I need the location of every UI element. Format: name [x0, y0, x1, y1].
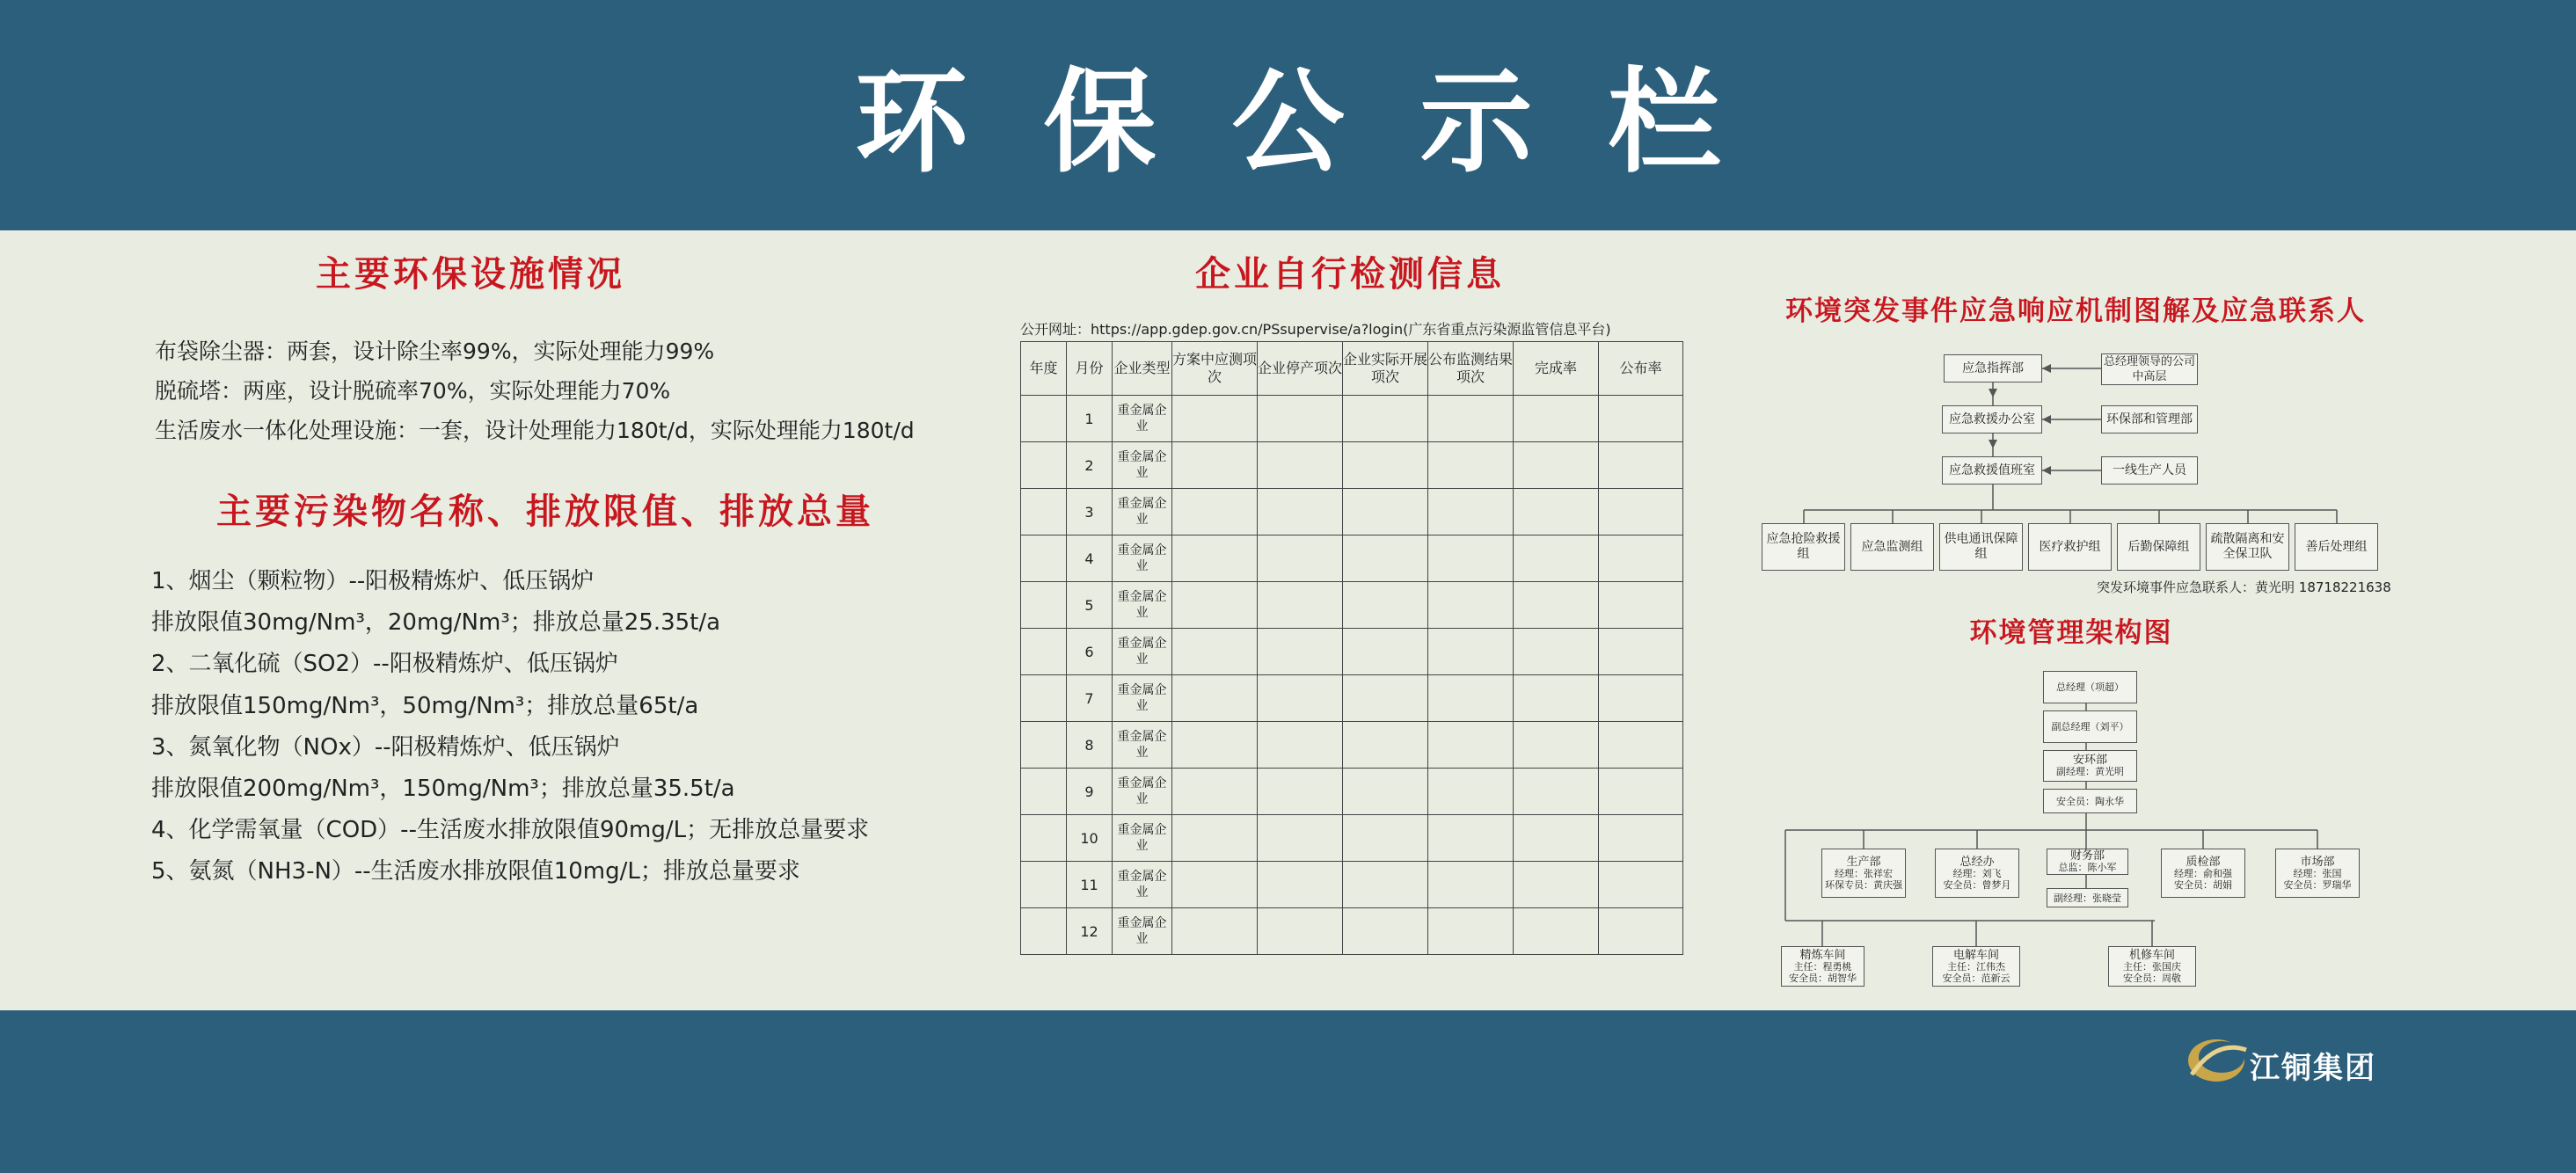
workshop-line: 主任：程勇桃	[1793, 960, 1852, 973]
monitoring-url: 公开网址：https://app.gdep.gov.cn/PSsupervise/a?login(广东省重点污染源监管信息平台)	[1020, 321, 1611, 338]
department-name: 总经办	[1959, 855, 1995, 869]
management-title: 环境管理架构图	[1969, 617, 2173, 649]
emergency-title: 环境突发事件应急响应机制图解及应急联系人	[1785, 295, 2366, 327]
deputy-gm-box: 副总经理（刘平）	[2043, 710, 2137, 743]
workshop-name: 精炼车间	[1799, 948, 1846, 962]
month-cell: 8	[1067, 722, 1113, 769]
department-line: 总监：陈小军	[2058, 862, 2117, 873]
table-header-cell: 月份	[1067, 342, 1113, 396]
table-header-cell: 公布监测结果项次	[1428, 342, 1514, 396]
gm-box: 总经理（项超）	[2043, 671, 2137, 703]
department-name: 财务部	[2069, 849, 2105, 863]
emergency-group-box: 医疗救护组	[2028, 523, 2112, 571]
department-line: 安全员：罗瑞华	[2283, 878, 2352, 891]
month-cell: 3	[1067, 489, 1113, 536]
enterprise-type-cell: 重金属企业	[1113, 582, 1172, 629]
pollutant-line: 3、氮氧化物（NOx）--阳极精炼炉、低压锅炉	[151, 733, 620, 761]
pollutant-line: 1、烟尘（颗粒物）--阳极精炼炉、低压锅炉	[151, 568, 595, 594]
table-header-cell: 企业类型	[1113, 342, 1172, 396]
table-header-cell: 方案中应测项次	[1172, 342, 1258, 396]
pollutant-line: 5、氨氮（NH3-N）--生活废水排放限值10mg/L；排放总量要求	[151, 858, 800, 885]
emergency-command-box: 应急指挥部	[1944, 354, 2042, 382]
table-header-cell: 年度	[1021, 342, 1067, 396]
pollutant-line: 排放限值150mg/Nm³，50mg/Nm³；排放总量65t/a	[151, 692, 699, 719]
department-line: 安全员：胡娟	[2174, 878, 2232, 891]
department-box	[1935, 849, 2019, 898]
department-box	[2275, 849, 2360, 898]
facility-item: 布袋除尘器：两套，设计除尘率99%，实际处理能力99%	[155, 339, 715, 364]
facility-item: 生活废水一体化处理设施：一套，设计处理能力180t/d，实际处理能力180t/d	[155, 418, 915, 443]
env-dept-box: 环保部和管理部	[2101, 405, 2198, 434]
pollutant-line: 排放限值200mg/Nm³，150mg/Nm³；排放总量35.5t/a	[151, 776, 735, 802]
department-line: 经理：刘飞	[1952, 867, 2002, 879]
department-line: 经理：俞和强	[2174, 867, 2232, 879]
department-name: 生产部	[1846, 855, 1881, 869]
department-box	[2047, 849, 2128, 875]
facility-item: 脱硫塔：两座，设计脱硫率70%，实际处理能力70%	[155, 378, 671, 404]
workshop-box	[2108, 946, 2196, 987]
table-header-cell: 完成率	[1514, 342, 1599, 396]
enterprise-type-cell: 重金属企业	[1113, 629, 1172, 675]
enterprise-type-cell: 重金属企业	[1113, 815, 1172, 862]
department-line: 经理：张祥宏	[1835, 867, 1893, 879]
workshop-line: 安全员：范新云	[1942, 972, 2010, 984]
department-box	[1821, 849, 1906, 898]
month-cell: 5	[1067, 582, 1113, 629]
workshop-line: 主任：江伟杰	[1947, 960, 2005, 973]
department-line: 经理：张国	[2293, 867, 2342, 879]
month-cell: 10	[1067, 815, 1113, 862]
enterprise-type-cell: 重金属企业	[1113, 536, 1172, 582]
department-line: 安全员：曾梦月	[1943, 878, 2011, 891]
enterprise-type-cell: 重金属企业	[1113, 722, 1172, 769]
month-cell: 2	[1067, 442, 1113, 489]
month-cell: 7	[1067, 675, 1113, 722]
emergency-group-box: 疏散隔离和安全保卫队	[2206, 523, 2289, 571]
enterprise-type-cell: 重金属企业	[1113, 442, 1172, 489]
leaders-box: 总经理领导的公司中高层	[2101, 353, 2198, 385]
emergency-group-box: 善后处理组	[2295, 523, 2378, 571]
safety-env-box: 安环部 副经理：黄光明	[2043, 750, 2137, 782]
enterprise-type-cell: 重金属企业	[1113, 769, 1172, 815]
table-header-cell: 公布率	[1599, 342, 1683, 396]
pollutant-line: 2、二氧化硫（SO2）--阳极精炼炉、低压锅炉	[151, 651, 618, 678]
month-cell: 11	[1067, 862, 1113, 908]
logo-text: 江铜集团	[2250, 1051, 2376, 1086]
emergency-group-box: 供电通讯保障组	[1939, 523, 2023, 571]
enterprise-type-cell: 重金属企业	[1113, 908, 1172, 955]
month-cell: 12	[1067, 908, 1113, 955]
table-header-cell: 企业实际开展项次	[1343, 342, 1428, 396]
workshop-name: 机修车间	[2128, 948, 2175, 962]
frontline-box: 一线生产人员	[2101, 456, 2198, 484]
department-box	[2161, 849, 2245, 898]
table-header-cell: 企业停产项次	[1258, 342, 1343, 396]
emergency-group-box: 应急抢险救援组	[1762, 523, 1845, 571]
emergency-group-box: 后勤保障组	[2117, 523, 2200, 571]
emergency-office-box: 应急救援办公室	[1942, 405, 2042, 434]
duty-room-box: 应急救援值班室	[1942, 456, 2042, 484]
month-cell: 6	[1067, 629, 1113, 675]
finance-deputy-box: 副经理：张晓莹	[2047, 888, 2128, 907]
pollutant-line: 4、化学需氧量（COD）--生活废水排放限值90mg/L；无排放总量要求	[151, 817, 870, 844]
page-title: 环保公示栏	[855, 57, 1797, 188]
workshop-line: 安全员：周敬	[2123, 972, 2181, 984]
enterprise-type-cell: 重金属企业	[1113, 396, 1172, 442]
month-cell: 1	[1067, 396, 1113, 442]
department-name: 市场部	[2300, 855, 2335, 869]
month-cell: 4	[1067, 536, 1113, 582]
enterprise-type-cell: 重金属企业	[1113, 675, 1172, 722]
department-name: 质检部	[2186, 855, 2221, 869]
workshop-box	[1932, 946, 2020, 987]
enterprise-type-cell: 重金属企业	[1113, 489, 1172, 536]
workshop-name: 电解车间	[1952, 948, 1999, 962]
month-cell: 9	[1067, 769, 1113, 815]
pollutants-title: 主要污染物名称、排放限值、排放总量	[216, 492, 874, 532]
emergency-group-box: 应急监测组	[1850, 523, 1934, 571]
emergency-contact: 突发环境事件应急联系人：黄光明 18718221638	[2097, 579, 2391, 595]
facilities-title: 主要环保设施情况	[316, 254, 625, 295]
workshop-line: 安全员：胡智华	[1789, 972, 1857, 984]
pollutant-line: 排放限值30mg/Nm³，20mg/Nm³；排放总量25.35t/a	[151, 609, 721, 637]
department-line: 环保专员：黄庆强	[1825, 878, 1902, 891]
workshop-box	[1781, 946, 1864, 987]
workshop-line: 主任：张国庆	[2123, 960, 2181, 973]
monitoring-title: 企业自行检测信息	[1195, 254, 1505, 295]
enterprise-type-cell: 重金属企业	[1113, 862, 1172, 908]
safety-officer-box: 安全员：陶永华	[2043, 789, 2137, 813]
